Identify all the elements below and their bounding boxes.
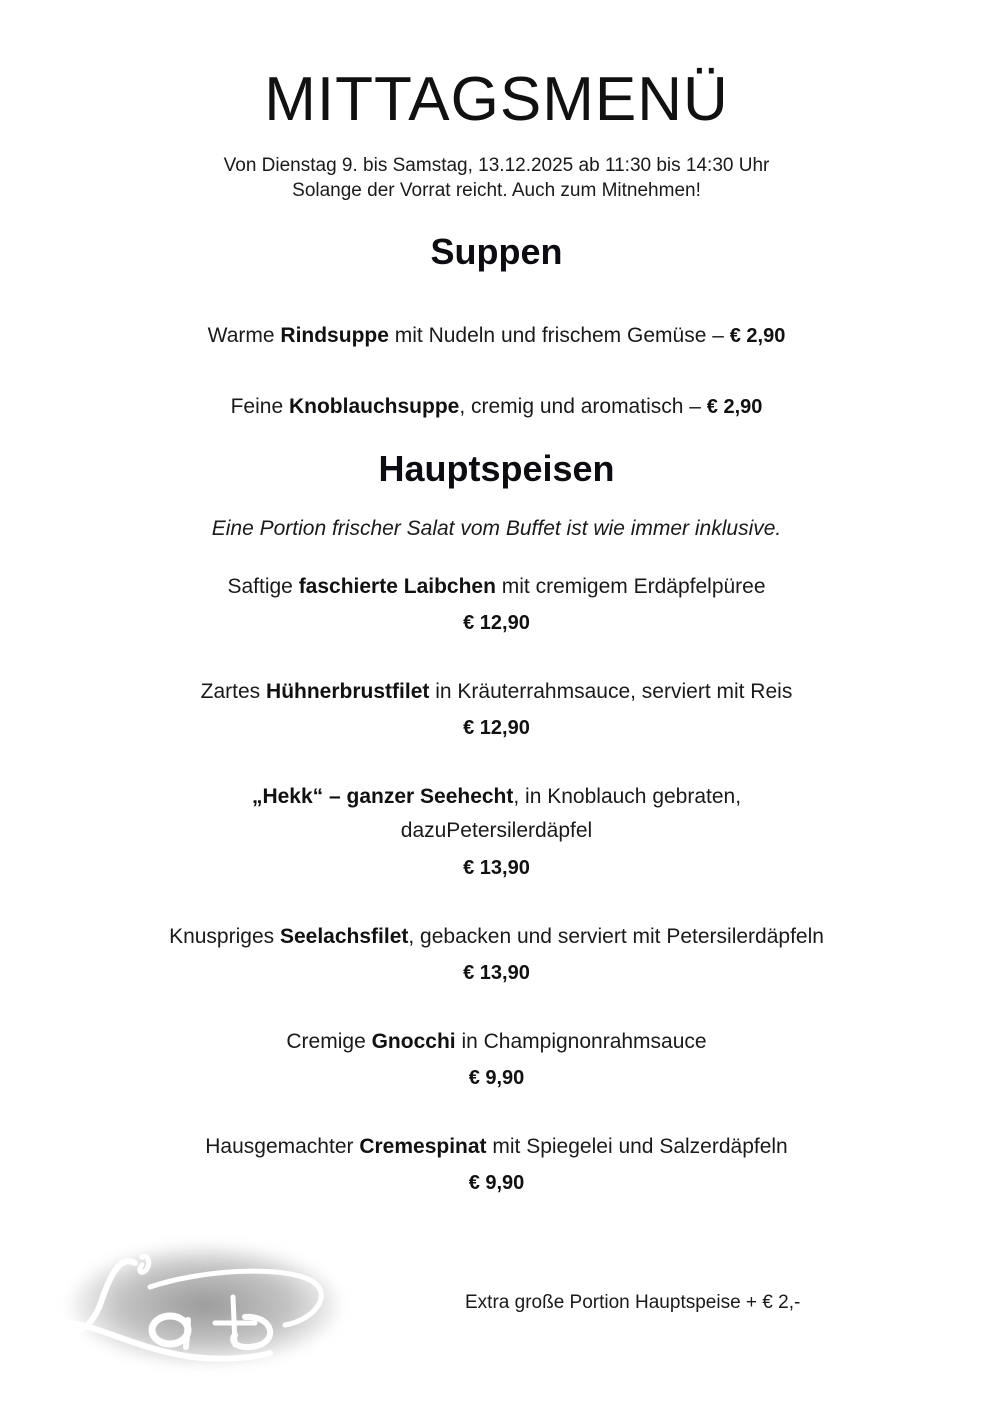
dish-prefix: Knuspriges — [169, 925, 280, 948]
main-item — [0, 923, 993, 951]
logo-script-icon — [30, 1225, 380, 1385]
main-item — [0, 1133, 993, 1161]
dish-price: € 12,90 — [463, 612, 530, 634]
dish-description-line2: dazuPetersilerdäpfel — [400, 819, 593, 842]
dish-name: „Hekk“ – ganzer Seehecht — [251, 785, 514, 808]
dish-prefix: Saftige — [227, 575, 299, 598]
dish-suffix: , gebacken und serviert mit Petersilerdäpfeln — [408, 925, 824, 948]
dish-name: Hühnerbrustfilet — [266, 680, 430, 703]
dish-name: Gnocchi — [371, 1030, 456, 1053]
dish-prefix: Warme — [207, 324, 281, 347]
restaurant-logo — [30, 1225, 380, 1385]
dish-name: Rindsuppe — [280, 324, 389, 347]
dish-price: € 12,90 — [463, 717, 530, 739]
section-title-soups: Suppen — [430, 231, 563, 272]
dish-name: Seelachsfilet — [279, 925, 409, 948]
main-item — [0, 783, 993, 811]
dish-suffix: in Kräuterrahmsauce, serviert mit Reis — [429, 680, 793, 703]
dish-price: € 2,90 — [729, 325, 786, 347]
dish-price: € 2,90 — [706, 396, 763, 418]
dish-price: € 9,90 — [468, 1172, 525, 1194]
main-item — [0, 1028, 993, 1056]
dish-prefix: Hausgemachter — [205, 1135, 360, 1158]
dish-suffix: in Champignonrahmsauce — [455, 1030, 707, 1053]
soup-item — [0, 393, 993, 421]
dish-price: € 13,90 — [463, 962, 530, 984]
extra-portion-note: Extra große Portion Hauptspeise + € 2,- — [465, 1292, 801, 1313]
dish-suffix: mit Spiegelei und Salzerdäpfeln — [486, 1135, 788, 1158]
dish-price: € 13,90 — [463, 857, 530, 879]
dish-name: Knoblauchsuppe — [288, 395, 460, 418]
main-item — [0, 678, 993, 706]
dish-suffix: , in Knoblauch gebraten, — [513, 785, 742, 808]
soup-item — [0, 322, 993, 350]
main-item — [0, 573, 993, 601]
dish-name: faschierte Laibchen — [298, 575, 496, 598]
dish-name: Cremespinat — [359, 1135, 487, 1158]
salad-note: Eine Portion frischer Salat vom Buffet ist wie immer inklusive. — [211, 517, 782, 540]
section-title-mains: Hauptspeisen — [378, 448, 615, 489]
dish-prefix: Feine — [230, 395, 289, 418]
page-title: MITTAGSMENÜ — [264, 65, 729, 134]
dish-suffix: mit cremigem Erdäpfelpüree — [495, 575, 766, 598]
dish-prefix: Zartes — [200, 680, 267, 703]
dish-price: € 9,90 — [468, 1067, 525, 1089]
dish-suffix: mit Nudeln und frischem Gemüse – — [388, 324, 730, 347]
availability-note: Solange der Vorrat reicht. Auch zum Mitnehmen! — [292, 180, 701, 201]
dish-prefix: Cremige — [286, 1030, 372, 1053]
dish-suffix: , cremig und aromatisch – — [459, 395, 707, 418]
date-line: Von Dienstag 9. bis Samstag, 13.12.2025 ab 11:30 bis 14:30 Uhr — [223, 155, 770, 176]
